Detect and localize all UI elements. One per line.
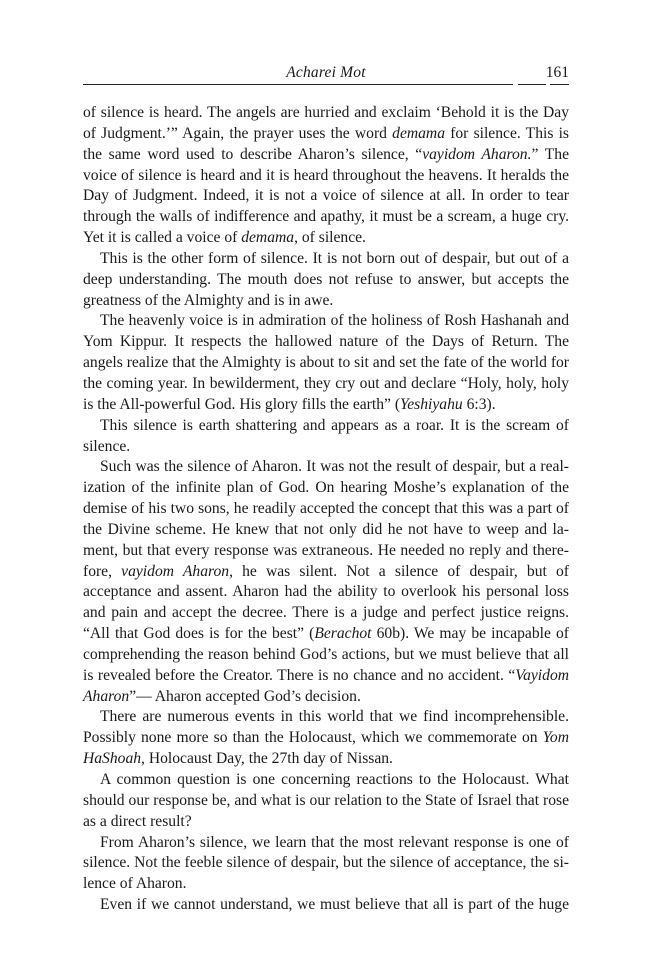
text-run: This silence is earth shattering and appears as a roar. It is the scream of silence. bbox=[83, 416, 569, 455]
text-run: of silence is heard. The angels are hurried and exclaim ‘Behold it is the Day of Judgment.’” Again, the prayer uses the word bbox=[83, 104, 569, 142]
italic-term: Vayidom Aharon bbox=[83, 666, 569, 705]
text-run: 6:3). bbox=[462, 395, 496, 413]
header-rule-short bbox=[518, 84, 546, 85]
text-run: , Holocaust Day, the 27th day of Nissan. bbox=[141, 750, 393, 768]
paragraph-p2 bbox=[83, 249, 569, 312]
paragraph-p7 bbox=[83, 770, 569, 833]
text-run: Even if we cannot understand, we must believe that all is part of the huge bbox=[100, 896, 569, 914]
text-run: ” The voice of silence is heard and it is heard throughout the heavens. It heralds the Day of Judgment. Indeed, it is not a voice of silence at all. In order to tear through the walls of indifference and apathy, it must be a scream, a huge cry. Yet it is called a voice of bbox=[83, 145, 569, 247]
text-run: A common question is one concerning reactions to the Holocaust. What should our response be, and what is our relation to the State of Israel that rose as a direct result? bbox=[83, 771, 569, 830]
paragraph-p1 bbox=[83, 103, 569, 249]
italic-term: vayidom Aharon. bbox=[422, 145, 532, 163]
paragraph-p3 bbox=[83, 311, 569, 415]
paragraph-p9 bbox=[83, 895, 569, 916]
paragraph-p6 bbox=[83, 707, 569, 770]
text-run: From Aharon’s silence, we learn that the most relevant response is one of silence. Not the feeble silence of despair, but the silence of acceptance, the silence of Aharon. bbox=[83, 833, 569, 893]
paragraph-p8 bbox=[83, 833, 569, 896]
paragraph-p5 bbox=[83, 457, 569, 707]
text-run: There are numerous events in this world that we find incomprehensible. Possibly none more so than the Holocaust, which we commemorate on bbox=[83, 708, 569, 747]
italic-term: demama bbox=[241, 229, 295, 247]
text-run: , he was silent. Not a silence of despair, but of acceptance and assent. Aharon had the ability to overlook his personal loss and pain and accept the decree. There is a judge and perfect justice reigns. “All that God does is for the best” ( bbox=[83, 562, 569, 643]
italic-term: Berachot bbox=[314, 625, 372, 643]
text-run: Such was the silence of Aharon. It was not the result of despair, but a realization of the infinite plan of God. On hearing Moshe’s explanation of the demise of his two sons, he readily accepted the concept that this was a part of the Divine scheme. He knew that not only did he not have to weep and lament, but that every response was extraneous. He needed no reply and therefore, bbox=[83, 458, 569, 580]
italic-term: demama bbox=[392, 124, 445, 142]
text-run: 60b). We may be incapable of comprehending the reason behind God’s actions, but we must believe that all is revealed before the Creator. There is no chance and no accident. “ bbox=[83, 625, 569, 684]
italic-term: Yom HaShoah bbox=[83, 729, 569, 768]
body-text bbox=[83, 103, 569, 916]
text-run: , of silence. bbox=[294, 229, 366, 247]
italic-term: vayidom Aharon bbox=[121, 562, 230, 580]
text-run: This is the other form of silence. It is not born out of despair, but out of a deep understanding. The mouth does not refuse to answer, but accepts the greatness of the Almighty and is in awe. bbox=[83, 249, 569, 309]
text-run: The heavenly voice is in admiration of the holiness of Rosh Hashanah and Yom Kippur. It respects the hallowed nature of the Days of Return. The angels realize that the Almighty is about to sit and set the fate of the world for the coming year. In bewilderment, they cry out and declare “Holy, holy, holy is the All-powerful God. His glory fills the earth” ( bbox=[83, 312, 569, 413]
text-run: for silence. This is the same word used to describe Aharon’s silence, “ bbox=[83, 124, 569, 163]
header-rule bbox=[83, 84, 513, 85]
running-title: Acharei Mot bbox=[286, 64, 366, 81]
text-run: ”— Aharon accepted God’s decision. bbox=[129, 687, 361, 705]
paragraph-p4 bbox=[83, 416, 569, 458]
italic-term: Yeshiyahu bbox=[400, 395, 463, 413]
page-number: 161 bbox=[545, 64, 569, 81]
page-number-underline bbox=[550, 84, 569, 85]
